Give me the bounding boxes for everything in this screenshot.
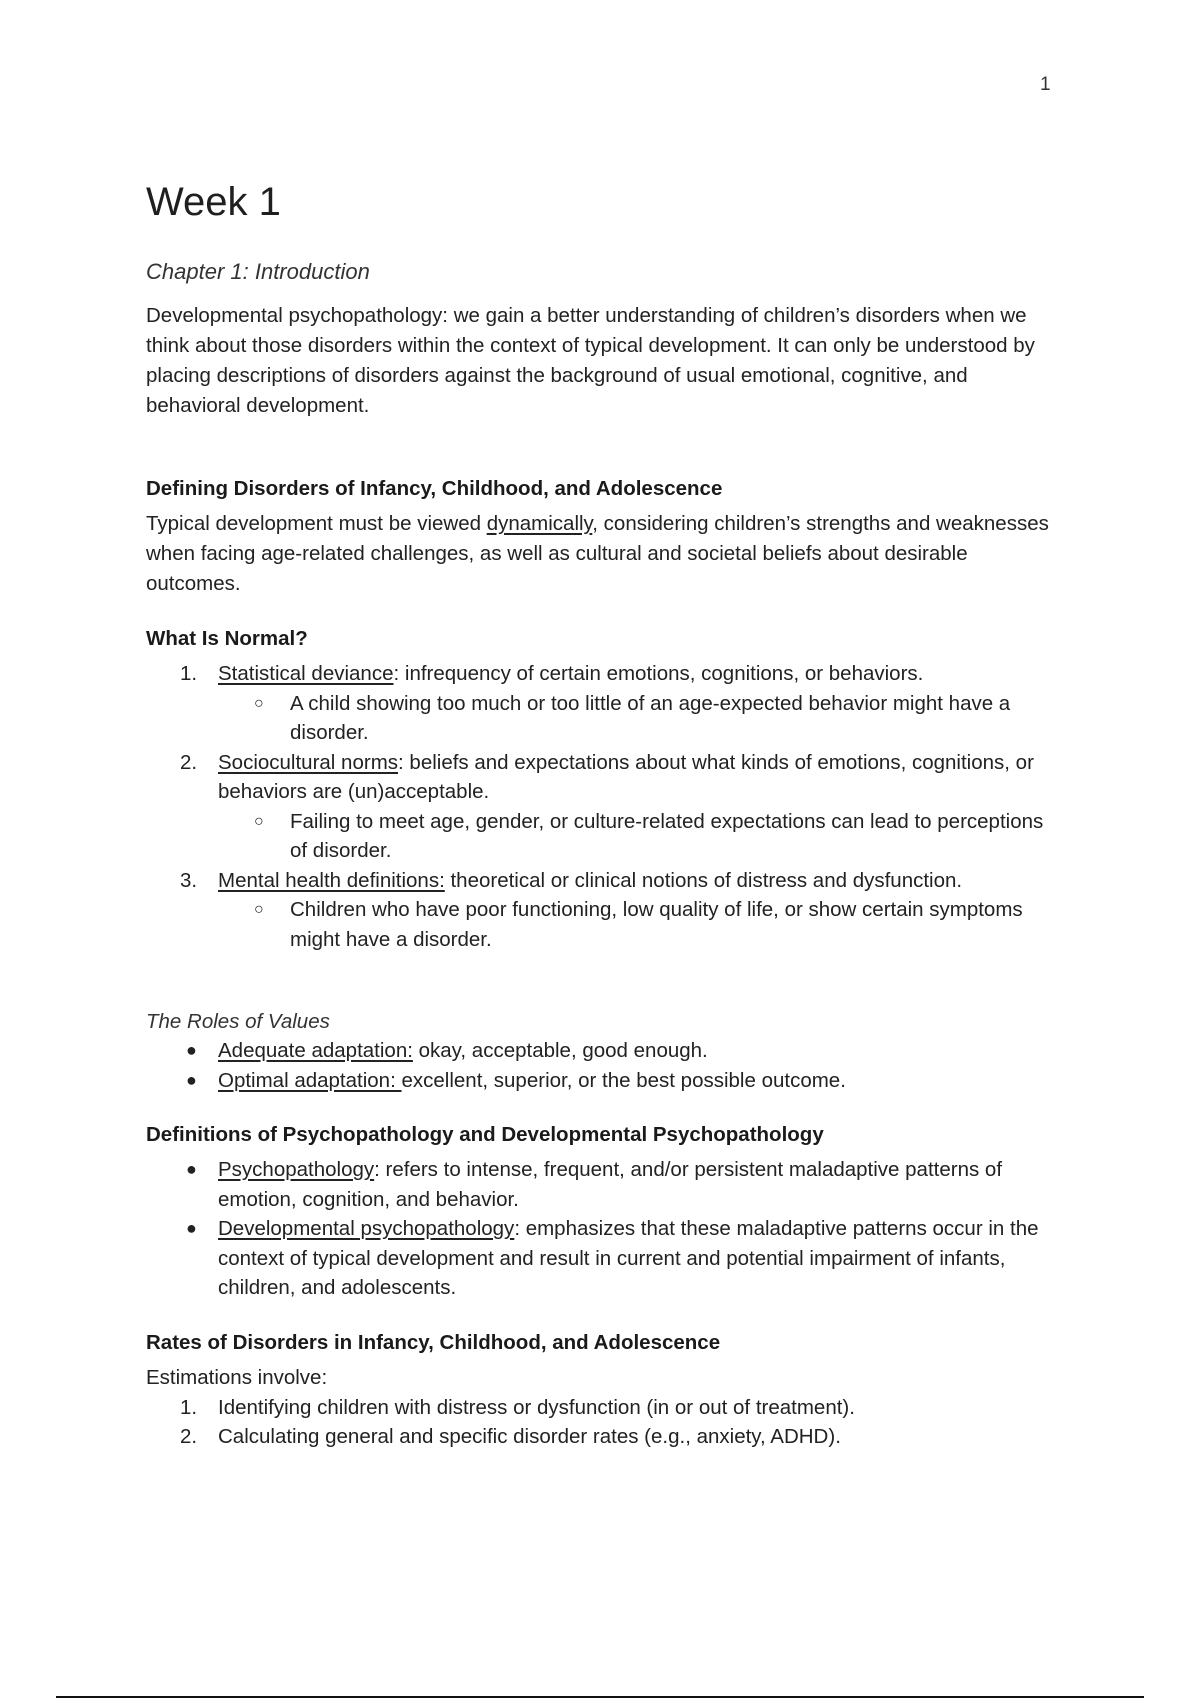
- bullet-icon: ●: [186, 1040, 197, 1060]
- values-list: [146, 1036, 1066, 1095]
- list-term: Developmental psychopathology: [218, 1217, 515, 1240]
- values-heading: The Roles of Values: [146, 1010, 330, 1033]
- normal-heading: What Is Normal?: [146, 627, 308, 650]
- page-title: Week 1: [146, 180, 281, 224]
- list-term: Statistical deviance: [218, 662, 394, 685]
- list-item: ● Psychopathology: refers to intense, frequent, and/or persistent maladaptive patterns of emotion, cognition, and behavior.: [146, 1155, 1066, 1214]
- sub-list-item: ○ Children who have poor functioning, low quality of life, or show certain symptoms might have a disorder.: [146, 895, 1066, 954]
- list-term: Psychopathology: [218, 1158, 375, 1181]
- list-term: Adequate adaptation:: [218, 1039, 413, 1062]
- list-term: Mental health definitions:: [218, 868, 445, 892]
- sub-list-item: ○ A child showing too much or too little of an age-expected behavior might have a disorder.: [146, 689, 1066, 748]
- list-item: 3. Mental health definitions: theoretical or clinical notions of distress and dysfunction. ○ Children who have poor functioning, low quality of life, or show certain symptoms might have a disorder.: [146, 866, 1066, 955]
- bullet-icon: ●: [186, 1159, 197, 1179]
- bullet-icon: ●: [186, 1218, 197, 1238]
- definitions-list: [146, 1155, 1066, 1303]
- rates-intro: Estimations involve:: [146, 1365, 328, 1389]
- sub-bullet-icon: ○: [254, 812, 264, 830]
- sub-bullet-icon: ○: [254, 901, 264, 918]
- list-item: 2. Sociocultural norms: beliefs and expectations about what kinds of emotions, cognitions, or behaviors are (un)acceptable. ○ Failing to meet age, gender, or culture-related expectations can lead to perceptions of disorder.: [146, 748, 1066, 866]
- list-item: ● Developmental psychopathology: emphasizes that these maladaptive patterns occur in the context of typical development and result in current and potential impairment of infants, children, and adolescents.: [146, 1214, 1066, 1303]
- defining-heading: Defining Disorders of Infancy, Childhood, and Adolescence: [146, 477, 723, 500]
- intro-paragraph: Developmental psychopathology: we gain a better understanding of children’s disorders when we think about those disorders within the context of typical development. It can only be understood by placing descriptions of disorders against the background of usual emotional, cognitive, and behavioral development.: [146, 304, 1035, 417]
- sub-list-item: ○ Failing to meet age, gender, or culture-related expectations can lead to perceptions of disorder.: [146, 807, 1066, 866]
- rates-heading: Rates of Disorders in Infancy, Childhood, and Adolescence: [146, 1330, 721, 1354]
- list-item: ● Adequate adaptation: okay, acceptable, good enough.: [146, 1036, 1066, 1066]
- defining-paragraph: Typical development must be viewed dynamically, considering children’s strengths and weaknesses when facing age-related challenges, as well as cultural and societal beliefs about desirable outcomes.: [146, 512, 1049, 595]
- sub-bullet-icon: ○: [254, 694, 264, 712]
- dynamically-term: dynamically: [486, 512, 593, 535]
- list-term: Sociocultural norms: [218, 750, 399, 774]
- list-item: ● Optimal adaptation: excellent, superior, or the best possible outcome.: [146, 1066, 1066, 1096]
- chapter-heading: Chapter 1: Introduction: [146, 259, 370, 284]
- list-item: 2. Calculating general and specific disorder rates (e.g., anxiety, ADHD).: [180, 1425, 841, 1448]
- rates-list: [146, 1393, 1066, 1452]
- bullet-icon: ●: [186, 1069, 197, 1090]
- page-number: 1: [1040, 74, 1051, 95]
- list-item: 1. Statistical deviance: infrequency of certain emotions, cognitions, or behaviors. ○ A child showing too much or too little of an age-expected behavior might have a disorder.: [146, 659, 1066, 748]
- page-content: [146, 180, 1066, 1452]
- definitions-heading: Definitions of Psychopathology and Developmental Psychopathology: [146, 1123, 824, 1146]
- normal-list: [146, 659, 1066, 954]
- list-item: 1. Identifying children with distress or dysfunction (in or out of treatment).: [180, 1395, 855, 1419]
- page-bottom-rule: [56, 1696, 1144, 1698]
- list-term: Optimal adaptation:: [218, 1068, 402, 1092]
